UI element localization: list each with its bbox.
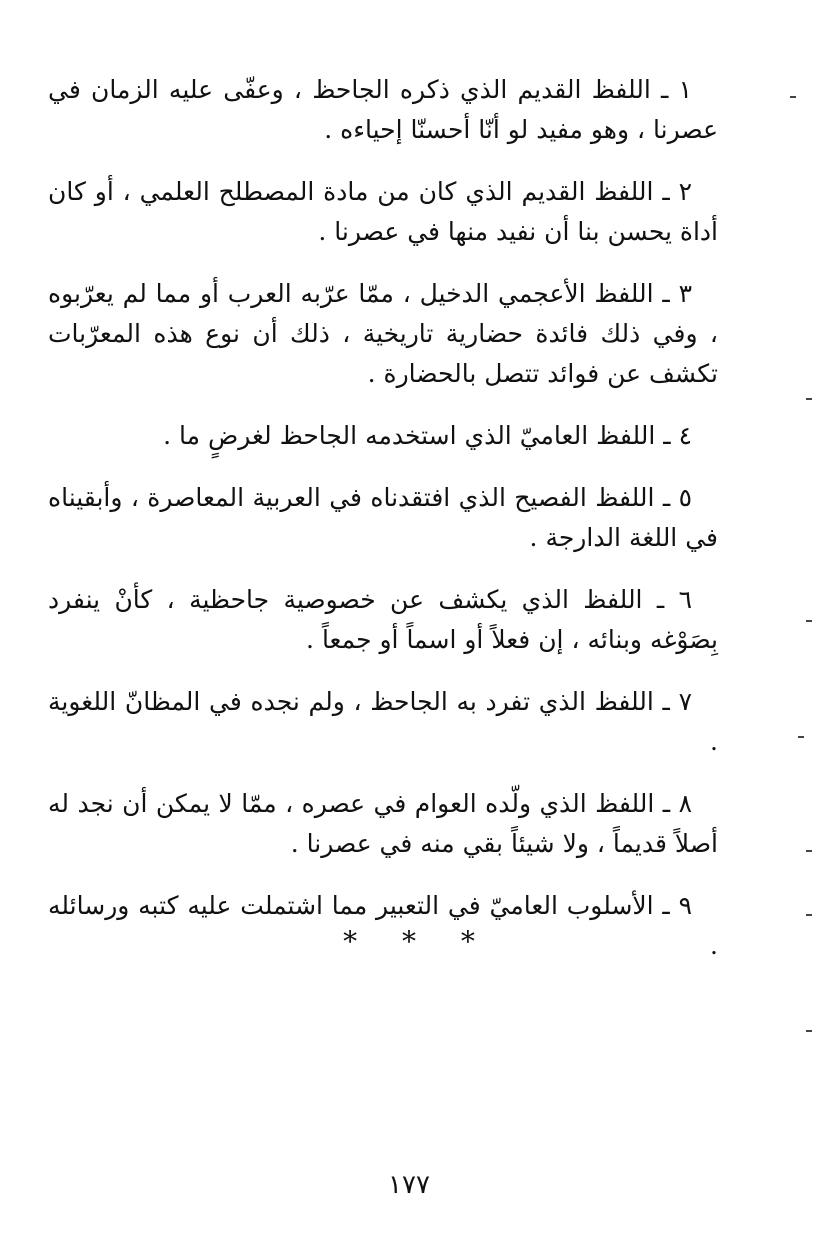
- margin-mark: [806, 850, 812, 852]
- list-item-5: ٥ ـ اللفظ الفصيح الذي افتقدناه في العربية المعاصرة ، وأبقيناه في اللغة الدارجة .: [48, 483, 718, 552]
- section-separator: [0, 925, 818, 958]
- document-body: [48, 70, 718, 988]
- separator-star: *: [460, 925, 475, 958]
- list-item-9: ٩ ـ الأسلوب العاميّ في التعبير مما اشتملت عليه كتبه ورسائله .: [48, 891, 718, 960]
- list-item-7: ٧ ـ اللفظ الذي تفرد به الجاحظ ، ولم نجده في المظانّ اللغوية .: [48, 687, 718, 756]
- list-item-6: ٦ ـ اللفظ الذي يكشف عن خصوصية جاحظية ، كأنْ ينفرد بِصَوْغه وبنائه ، إن فعلاً أو اسماً أو جمعاً .: [48, 585, 718, 654]
- separator-star: *: [402, 925, 416, 958]
- list-item-3: ٣ ـ اللفظ الأعجمي الدخيل ، ممّا عرّبه العرب أو مما لم يعرّبوه ، وفي ذلك فائدة حضارية تاريخية ، ذلك أن نوع هذه المعرّبات تكشف عن فوائد تتصل بالحضارة .: [48, 279, 718, 388]
- page-number: ١٧٧: [388, 1170, 430, 1200]
- list-item-8: ٨ ـ اللفظ الذي ولّده العوام في عصره ، ممّا لا يمكن أن نجد له أصلاً قديماً ، ولا شيئاً بقي منه في عصرنا .: [48, 789, 718, 858]
- list-item-1: ١ ـ اللفظ القديم الذي ذكره الجاحظ ، وعفّى عليه الزمان في عصرنا ، وهو مفيد لو أنّا أحسنّا إحياءه .: [48, 75, 718, 144]
- separator-star: *: [343, 925, 358, 958]
- margin-mark: [806, 1030, 812, 1032]
- list-item-2: ٢ ـ اللفظ القديم الذي كان من مادة المصطلح العلمي ، أو كان أداة يحسن بنا أن نفيد منها في عصرنا .: [48, 177, 718, 246]
- margin-mark: [806, 914, 812, 916]
- margin-mark: [806, 620, 812, 622]
- margin-mark: [790, 96, 796, 98]
- margin-mark: [798, 736, 804, 738]
- list-item-4: ٤ ـ اللفظ العاميّ الذي استخدمه الجاحظ لغرضٍ ما .: [163, 421, 692, 450]
- margin-mark: [806, 398, 812, 400]
